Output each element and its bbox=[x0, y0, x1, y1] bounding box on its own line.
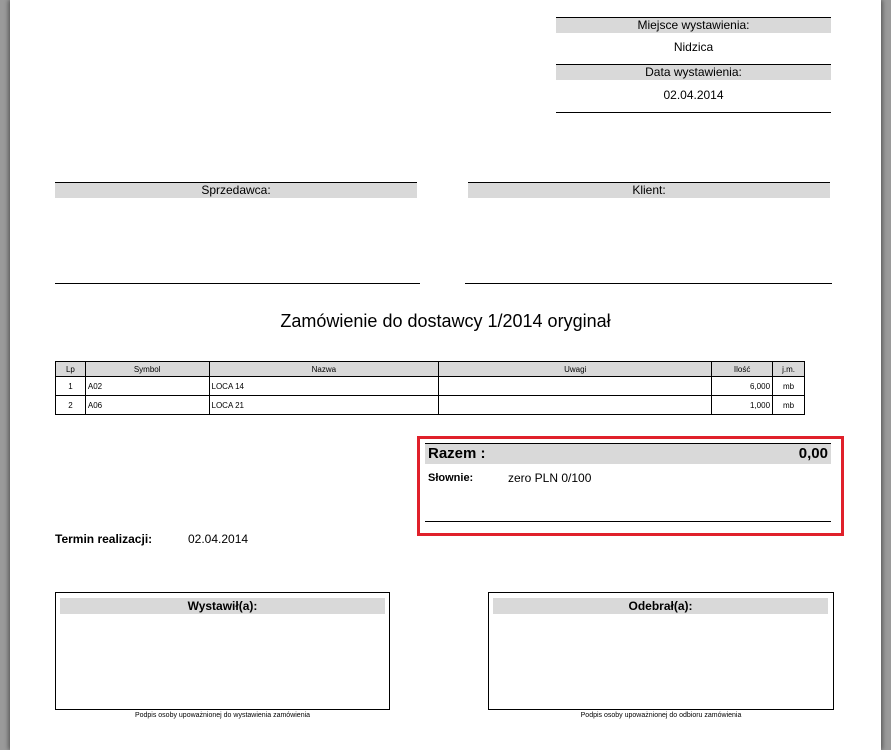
row-unit: mb bbox=[773, 377, 805, 396]
seller-label: Sprzedawca: bbox=[55, 182, 417, 198]
table-row bbox=[56, 377, 805, 396]
row-notes bbox=[439, 377, 712, 396]
received-caption: Podpis osoby upoważnionej do odbioru zamówienia bbox=[580, 712, 742, 719]
row-unit: mb bbox=[773, 396, 805, 415]
issued-label: Wystawił(a): bbox=[60, 598, 385, 614]
table-row bbox=[56, 396, 805, 415]
col-notes: Uwagi bbox=[439, 362, 712, 377]
row-lp: 2 bbox=[56, 396, 86, 415]
col-symbol: Symbol bbox=[85, 362, 209, 377]
client-bottom-line bbox=[465, 283, 832, 284]
document-title: Zamówienie do dostawcy 1/2014 oryginał bbox=[280, 311, 611, 331]
summary-bottom-line bbox=[425, 521, 831, 522]
header-bottom-line bbox=[556, 112, 831, 113]
date-value: 02.04.2014 bbox=[663, 88, 724, 102]
place-label: Miejsce wystawienia: bbox=[556, 17, 831, 33]
total-value: 0,00 bbox=[798, 445, 828, 462]
total-bar bbox=[425, 443, 831, 464]
deadline-label: Termin realizacji: bbox=[55, 532, 153, 546]
row-lp: 1 bbox=[56, 377, 86, 396]
client-label: Klient: bbox=[468, 182, 830, 198]
row-name: LOCA 14 bbox=[209, 377, 439, 396]
seller-bottom-line bbox=[55, 283, 420, 284]
col-lp: Lp bbox=[56, 362, 86, 377]
row-qty: 6,000 bbox=[712, 377, 773, 396]
issued-caption: Podpis osoby upoważnionej do wystawienia zamówienia bbox=[134, 712, 311, 719]
words-value: zero PLN 0/100 bbox=[508, 471, 592, 485]
deadline-value: 02.04.2014 bbox=[188, 532, 249, 546]
document-page bbox=[10, 0, 881, 750]
row-qty: 1,000 bbox=[712, 396, 773, 415]
date-label: Data wystawienia: bbox=[556, 64, 831, 80]
row-notes bbox=[439, 396, 712, 415]
items-table bbox=[55, 361, 805, 415]
words-label: Słownie: bbox=[428, 472, 474, 484]
total-label: Razem : bbox=[428, 445, 486, 462]
col-qty: Ilość bbox=[712, 362, 773, 377]
row-symbol: A02 bbox=[85, 377, 209, 396]
col-name: Nazwa bbox=[209, 362, 439, 377]
received-label: Odebrał(a): bbox=[493, 598, 828, 614]
place-value: Nidzica bbox=[673, 40, 714, 54]
col-unit: j.m. bbox=[773, 362, 805, 377]
row-symbol: A06 bbox=[85, 396, 209, 415]
table-header-row bbox=[56, 362, 805, 377]
row-name: LOCA 21 bbox=[209, 396, 439, 415]
